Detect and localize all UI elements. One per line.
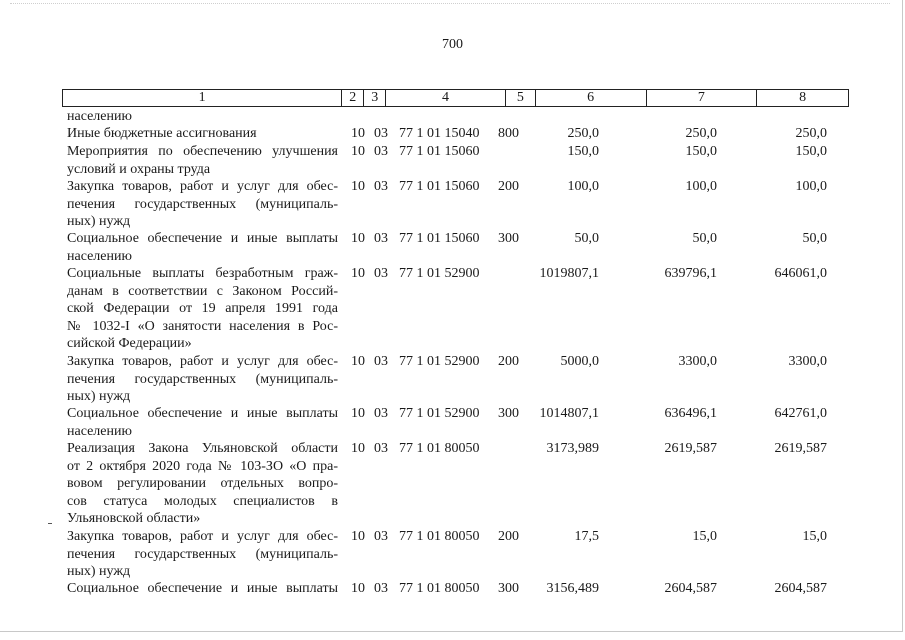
description-line: населению bbox=[67, 423, 132, 439]
row-col-6: 150,0 bbox=[567, 144, 599, 159]
description-line: вовом регулировании отдельных вопро- bbox=[67, 476, 338, 491]
description-line: населению bbox=[67, 248, 132, 264]
row-col-8: 50,0 bbox=[802, 231, 827, 246]
description-line: Социальное обеспечение и иные выплаты bbox=[67, 231, 338, 246]
row-col-7: 636496,1 bbox=[664, 406, 717, 421]
row-col-2: 10 bbox=[351, 144, 365, 159]
row-col-6: 17,5 bbox=[574, 529, 599, 544]
row-description bbox=[67, 230, 338, 265]
row-col-3: 03 bbox=[374, 354, 388, 369]
row-col-2: 10 bbox=[351, 231, 365, 246]
row-description bbox=[67, 125, 338, 143]
row-col-2: 10 bbox=[351, 581, 365, 596]
row-col-7: 250,0 bbox=[685, 126, 717, 141]
row-col-7: 2619,587 bbox=[664, 441, 717, 456]
row-description bbox=[67, 265, 338, 353]
row-col-7: 50,0 bbox=[692, 231, 717, 246]
row-col-3: 03 bbox=[374, 266, 388, 281]
row-col-7: 3300,0 bbox=[678, 354, 717, 369]
row-col-4: 77 1 01 15040 bbox=[399, 126, 480, 141]
row-col-6: 50,0 bbox=[574, 231, 599, 246]
description-line: от 2 октября 2020 года № 103-ЗО «О пра- bbox=[67, 458, 338, 474]
row-col-3: 03 bbox=[374, 179, 388, 194]
description-line: Реализация Закона Ульяновской области bbox=[67, 441, 338, 456]
description-line: ской Федерации от 19 апреля 1991 года bbox=[67, 301, 338, 316]
row-col-5: 800 bbox=[498, 126, 519, 141]
description-line: Закупка товаров, работ и услуг для обес- bbox=[67, 529, 338, 544]
row-col-6: 3173,989 bbox=[546, 441, 599, 456]
row-description bbox=[67, 405, 338, 440]
header-col-2: 2 bbox=[342, 90, 364, 106]
page-number: 700 bbox=[442, 37, 463, 52]
row-col-7: 2604,587 bbox=[664, 581, 717, 596]
description-line: печения государственных (муниципаль- bbox=[67, 546, 338, 562]
header-col-6: 6 bbox=[536, 90, 647, 106]
row-col-3: 03 bbox=[374, 144, 388, 159]
row-col-2: 10 bbox=[351, 406, 365, 421]
description-line: Закупка товаров, работ и услуг для обес- bbox=[67, 179, 338, 194]
header-col-8: 8 bbox=[799, 90, 807, 105]
description-line: сийской Федерации» bbox=[67, 336, 192, 351]
row-col-2: 10 bbox=[351, 266, 365, 281]
row-col-6: 1019807,1 bbox=[539, 266, 599, 281]
row-description bbox=[67, 178, 338, 231]
row-col-8: 2619,587 bbox=[774, 441, 827, 456]
header-col-4: 4 bbox=[386, 90, 506, 106]
row-col-4: 77 1 01 52900 bbox=[399, 354, 480, 369]
row-col-7: 100,0 bbox=[685, 179, 717, 194]
row-col-4: 77 1 01 52900 bbox=[399, 266, 480, 281]
row-description bbox=[67, 528, 338, 581]
description-line: печения государственных (муниципаль- bbox=[67, 196, 338, 212]
description-line: ных) нужд bbox=[67, 214, 131, 229]
row-description bbox=[67, 440, 338, 528]
description-line: Социальное обеспечение и иные выплаты bbox=[67, 406, 338, 421]
row-col-8: 642761,0 bbox=[774, 406, 827, 421]
row-col-6: 3156,489 bbox=[546, 581, 599, 596]
row-col-8: 100,0 bbox=[795, 179, 827, 194]
row-col-3: 03 bbox=[374, 581, 388, 596]
description-line: населению bbox=[67, 109, 132, 124]
row-col-7: 15,0 bbox=[692, 529, 717, 544]
description-line: данам в соответствии с Законом Россий- bbox=[67, 283, 338, 299]
row-col-8: 646061,0 bbox=[774, 266, 827, 281]
description-line: Иные бюджетные ассигнования bbox=[67, 126, 257, 141]
row-col-8: 250,0 bbox=[795, 126, 827, 141]
row-col-8: 2604,587 bbox=[774, 581, 827, 596]
row-col-2: 10 bbox=[351, 354, 365, 369]
row-col-8: 15,0 bbox=[802, 529, 827, 544]
row-col-3: 03 bbox=[374, 441, 388, 456]
description-line: ных) нужд bbox=[67, 564, 131, 579]
header-col-7: 7 bbox=[647, 90, 758, 106]
row-col-2: 10 bbox=[351, 126, 365, 141]
description-line: сов статуса молодых специалистов в bbox=[67, 493, 338, 509]
header-col-1: 1 bbox=[63, 90, 342, 106]
row-col-2: 10 bbox=[351, 179, 365, 194]
row-col-5: 300 bbox=[498, 231, 519, 246]
row-col-2: 10 bbox=[351, 529, 365, 544]
row-col-4: 77 1 01 80050 bbox=[399, 581, 480, 596]
description-line: Мероприятия по обеспечению улучшения bbox=[67, 144, 338, 159]
row-col-4: 77 1 01 15060 bbox=[399, 144, 480, 159]
row-col-4: 77 1 01 15060 bbox=[399, 179, 480, 194]
row-col-5: 300 bbox=[498, 406, 519, 421]
row-col-3: 03 bbox=[374, 529, 388, 544]
row-col-4: 77 1 01 80050 bbox=[399, 441, 480, 456]
row-description bbox=[67, 353, 338, 406]
row-col-3: 03 bbox=[374, 406, 388, 421]
row-col-3: 03 bbox=[374, 126, 388, 141]
row-col-6: 100,0 bbox=[567, 179, 599, 194]
row-col-6: 250,0 bbox=[567, 126, 599, 141]
description-line: Социальное обеспечение и иные выплаты bbox=[67, 581, 338, 596]
description-line: условий и охраны труда bbox=[67, 161, 211, 177]
row-description bbox=[67, 143, 338, 178]
description-line: ных) нужд bbox=[67, 389, 131, 404]
description-line: Ульяновской области» bbox=[67, 511, 201, 526]
row-col-7: 639796,1 bbox=[664, 266, 717, 281]
row-col-5: 200 bbox=[498, 354, 519, 369]
row-col-5: 300 bbox=[498, 581, 519, 596]
row-col-5: 200 bbox=[498, 179, 519, 194]
row-col-5: 200 bbox=[498, 529, 519, 544]
row-description bbox=[67, 580, 338, 598]
header-col-5: 5 bbox=[506, 90, 536, 106]
row-col-8: 150,0 bbox=[795, 144, 827, 159]
row-col-8: 3300,0 bbox=[788, 354, 827, 369]
row-col-4: 77 1 01 80050 bbox=[399, 529, 480, 544]
description-line: № 1032-I «О занятости населения в Рос- bbox=[67, 318, 338, 334]
row-col-6: 1014807,1 bbox=[539, 406, 599, 421]
description-line: Закупка товаров, работ и услуг для обес- bbox=[67, 354, 338, 369]
header-col-3: 3 bbox=[364, 90, 386, 106]
row-col-6: 5000,0 bbox=[560, 354, 599, 369]
row-col-4: 77 1 01 15060 bbox=[399, 231, 480, 246]
scan-mark bbox=[48, 523, 52, 524]
row-description bbox=[67, 108, 338, 126]
row-col-7: 150,0 bbox=[685, 144, 717, 159]
description-line: Социальные выплаты безработным граж- bbox=[67, 266, 338, 281]
row-col-4: 77 1 01 52900 bbox=[399, 406, 480, 421]
row-col-3: 03 bbox=[374, 231, 388, 246]
description-line: печения государственных (муниципаль- bbox=[67, 371, 338, 387]
row-col-2: 10 bbox=[351, 441, 365, 456]
